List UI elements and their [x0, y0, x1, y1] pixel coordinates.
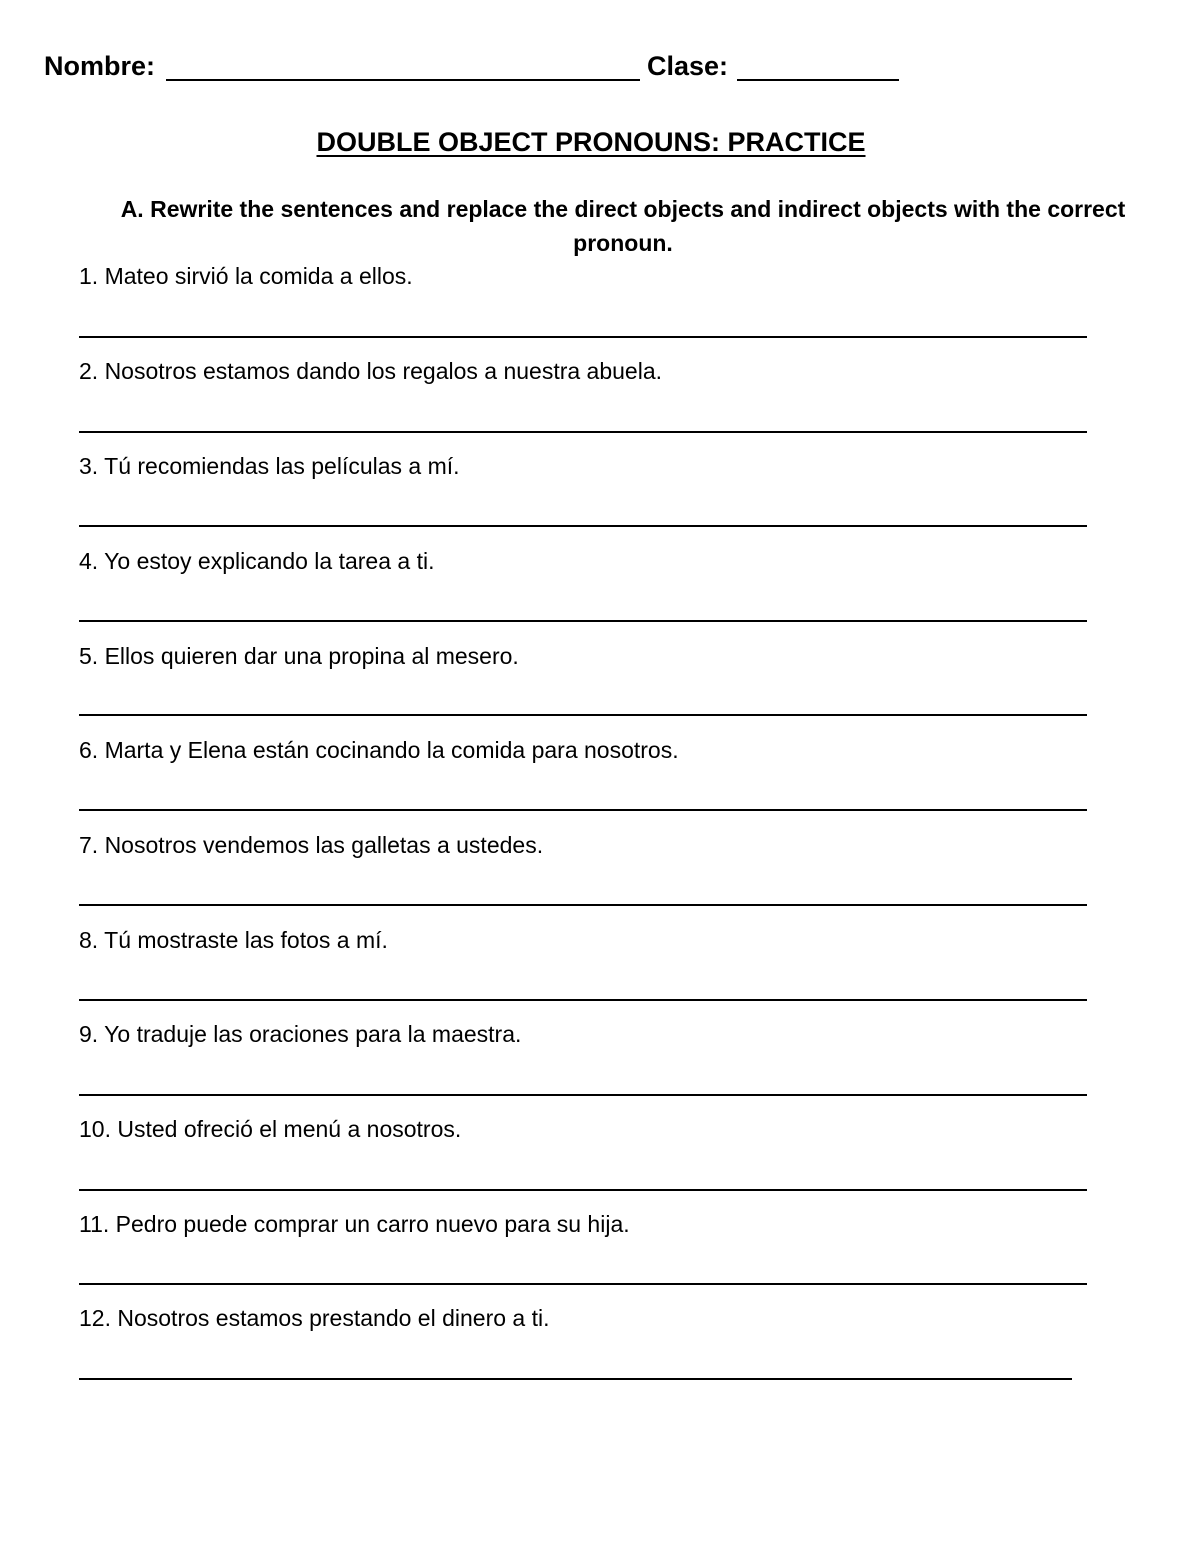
exercise-item-8	[79, 924, 1089, 956]
exercise-item-5	[79, 640, 1089, 672]
exercise-prompt: 12. Nosotros estamos prestando el dinero a ti.	[79, 1305, 550, 1331]
answer-line[interactable]	[79, 1378, 1072, 1380]
exercise-item-12	[79, 1302, 1089, 1334]
exercise-item-4	[79, 545, 1089, 577]
answer-line[interactable]	[79, 714, 1087, 716]
answer-line[interactable]	[79, 809, 1087, 811]
exercise-prompt: 10. Usted ofreció el menú a nosotros.	[79, 1116, 462, 1142]
exercise-prompt: 2. Nosotros estamos dando los regalos a nuestra abuela.	[79, 358, 663, 384]
answer-line[interactable]	[79, 1283, 1087, 1285]
exercise-item-2	[79, 355, 1089, 387]
name-class-header	[44, 46, 944, 86]
exercise-item-6	[79, 734, 1089, 766]
exercise-prompt: 9. Yo traduje las oraciones para la maestra.	[79, 1021, 522, 1047]
exercise-item-7	[79, 829, 1089, 861]
answer-line[interactable]	[79, 620, 1087, 622]
exercise-item-9	[79, 1018, 1089, 1050]
exercise-prompt: 3. Tú recomiendas las películas a mí.	[79, 453, 460, 479]
exercise-prompt: 8. Tú mostraste las fotos a mí.	[79, 927, 388, 953]
exercise-prompt: 11. Pedro puede comprar un carro nuevo para su hija.	[79, 1211, 630, 1237]
exercise-prompt: 4. Yo estoy explicando la tarea a ti.	[79, 548, 435, 574]
exercise-item-3	[79, 450, 1089, 482]
worksheet-title: DOUBLE OBJECT PRONOUNS: PRACTICE	[316, 127, 866, 157]
answer-line[interactable]	[79, 1094, 1087, 1096]
answer-line[interactable]	[79, 999, 1087, 1001]
answer-line[interactable]	[79, 525, 1087, 527]
exercise-prompt: 1. Mateo sirvió la comida a ellos.	[79, 263, 413, 289]
exercise-prompt: 6. Marta y Elena están cocinando la comida para nosotros.	[79, 737, 679, 763]
exercise-prompt: 5. Ellos quieren dar una propina al mesero.	[79, 643, 519, 669]
name-label: Nombre:	[44, 51, 156, 81]
answer-line[interactable]	[79, 904, 1087, 906]
name-field[interactable]	[166, 79, 640, 81]
answer-line[interactable]	[79, 1189, 1087, 1191]
class-label: Clase:	[647, 51, 729, 81]
instructions: A. Rewrite the sentences and replace the direct objects and indirect objects with the correct pronoun.	[120, 196, 1126, 256]
exercise-item-1	[79, 260, 1089, 292]
exercise-item-10	[79, 1113, 1089, 1145]
exercise-prompt: 7. Nosotros vendemos las galletas a ustedes.	[79, 832, 544, 858]
answer-line[interactable]	[79, 336, 1087, 338]
class-field[interactable]	[737, 79, 899, 81]
exercise-item-11	[79, 1208, 1089, 1240]
answer-line[interactable]	[79, 431, 1087, 433]
